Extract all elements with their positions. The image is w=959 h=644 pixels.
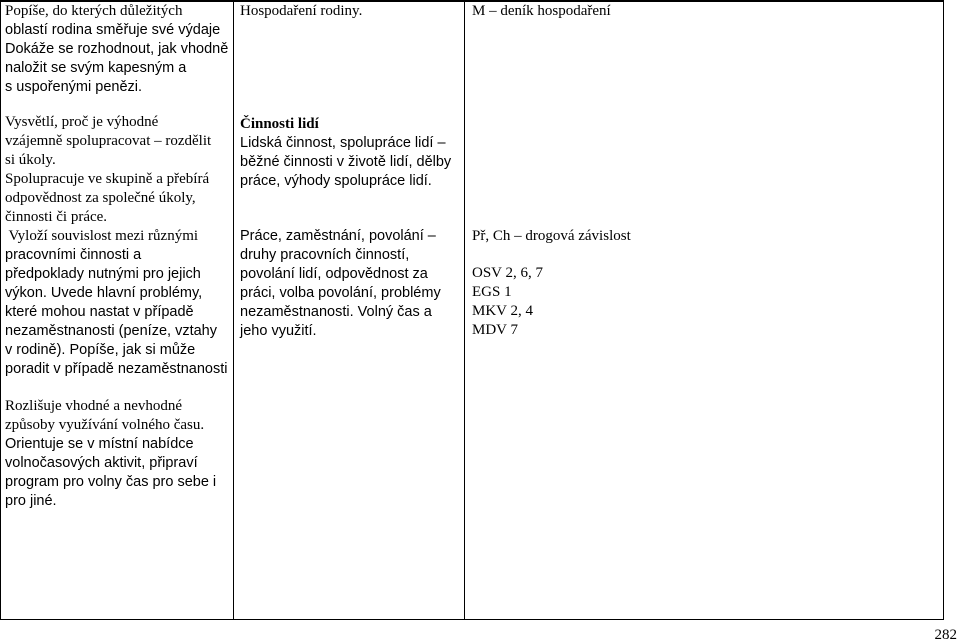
text-line: Př, Ch – drogová závislost (472, 228, 631, 244)
text-line: Lidská činnost, spolupráce lidí – (240, 135, 446, 151)
text-line: Popíše, do kterých důležitých (5, 3, 183, 19)
text-line: naložit se svým kapesným a (5, 60, 187, 76)
text-line: odpovědnost za společné úkoly, (5, 190, 196, 206)
text-line: nezaměstnanosti (peníze, vztahy (5, 323, 217, 339)
text-line: činnosti či práce. (5, 209, 108, 225)
text-line: Hospodaření rodiny. (240, 3, 363, 19)
text-line: předpoklady nutnými pro jejich (5, 266, 201, 282)
text-line: běžné činnosti v životě lidí, dělby (240, 154, 452, 170)
text-line: oblastí rodina směřuje své výdaje (5, 22, 221, 38)
text-line: MDV 7 (472, 322, 518, 338)
text-line: EGS 1 (472, 284, 512, 300)
col3-block3 (472, 264, 543, 340)
col2-block2 (240, 115, 451, 191)
text-line: výkon. Uvede hlavní problémy, (5, 285, 203, 301)
text-line: program pro volny čas pro sebe i (5, 474, 217, 490)
column-divider-2 (464, 2, 465, 619)
text-line: práce, výhody spolupráce lidí. (240, 173, 432, 189)
page-number: 282 (934, 627, 957, 643)
text-line: si úkoly. (5, 152, 56, 168)
col1-block3 (5, 397, 216, 511)
text-line: OSV 2, 6, 7 (472, 265, 543, 281)
text-line: s uspořenými penězi. (5, 79, 143, 95)
text-line: Dokáže se rozhodnout, jak vhodně (5, 41, 229, 57)
text-line: pracovními činnosti a (5, 247, 142, 263)
text-line: MKV 2, 4 (472, 303, 533, 319)
column-divider-1 (233, 2, 234, 619)
text-line: v rodině). Popíše, jak si může (5, 342, 196, 358)
text-line: poradit v případě nezaměstnanosti (5, 361, 228, 377)
text-line: Práce, zaměstnání, povolání – (240, 228, 436, 244)
text-line: druhy pracovních činností, (240, 247, 410, 263)
text-line: Rozlišuje vhodné a nevhodné (5, 398, 183, 414)
text-line: povolání lidí, odpovědnost za (240, 266, 428, 282)
col3-block1 (472, 2, 611, 21)
text-line: nezaměstnanosti. Volný čas a (240, 304, 432, 320)
text-line: které mohou nastat v případě (5, 304, 194, 320)
text-line: pro jiné. (5, 493, 57, 509)
text-line: Vyloží souvislost mezi různými (5, 228, 199, 244)
col1-block1 (5, 2, 228, 97)
text-line: Spolupracuje ve skupině a přebírá (5, 171, 210, 187)
col3-block2 (472, 227, 631, 246)
text-line: práci, volba povolání, problémy (240, 285, 441, 301)
text-line: jeho využití. (240, 323, 317, 339)
col2-block1 (240, 2, 362, 21)
col2-block3 (240, 227, 441, 341)
text-line: volnočasových aktivit, připraví (5, 455, 198, 471)
col1-block2 (5, 113, 227, 379)
text-line: způsoby využívání volného času. (5, 417, 205, 433)
text-line: M – deník hospodaření (472, 3, 611, 19)
text-line: Orientuje se v místní nabídce (5, 436, 194, 452)
text-line: Vysvětlí, proč je výhodné (5, 114, 159, 130)
text-line: vzájemně spolupracovat – rozdělit (5, 133, 212, 149)
section-heading: Činnosti lidí (240, 116, 319, 132)
